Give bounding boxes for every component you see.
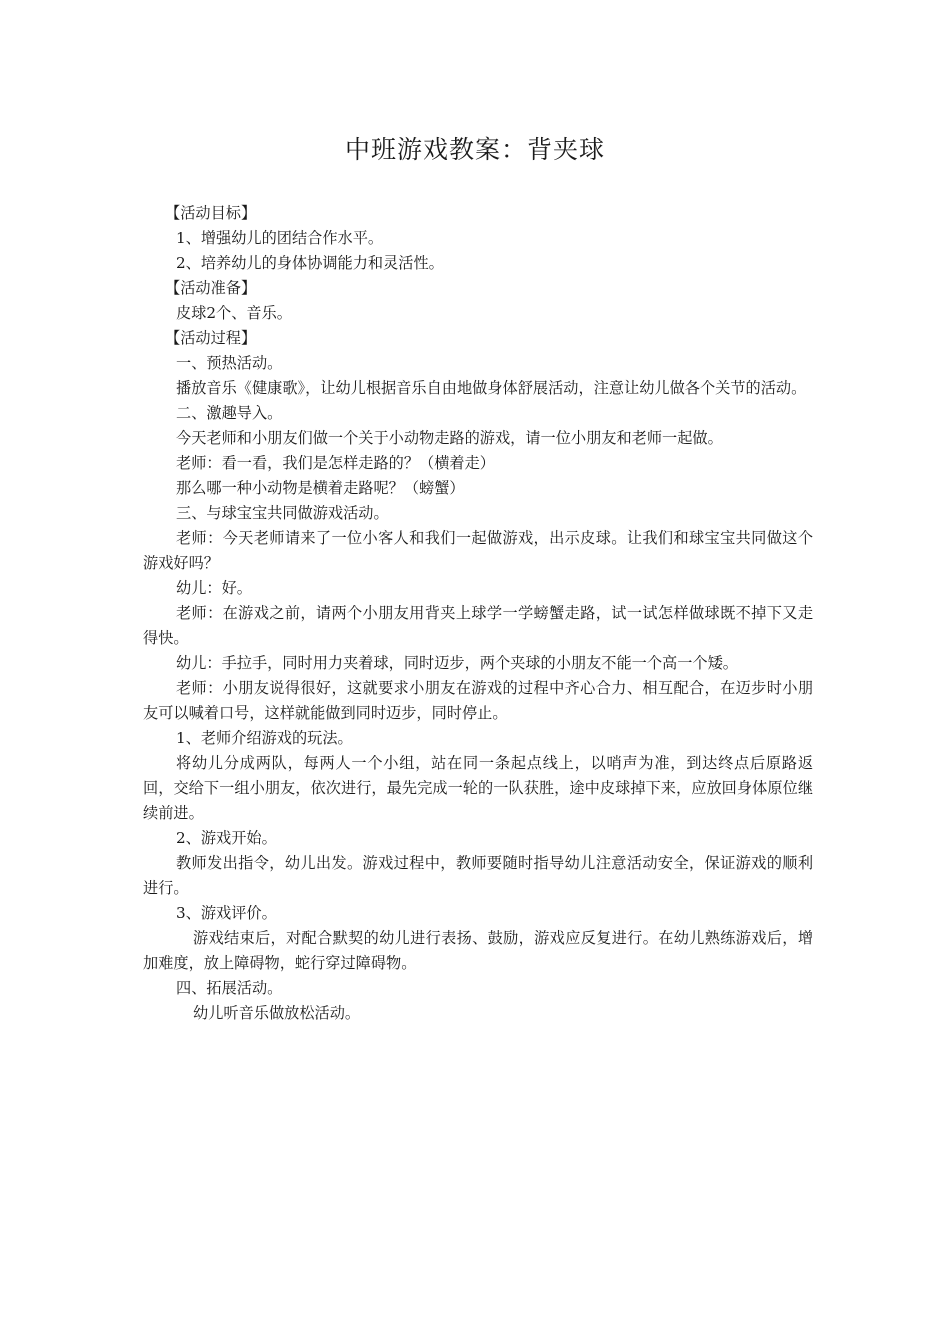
goal-item-1: 1、增强幼儿的团结合作水平。 [176, 229, 384, 247]
dialogue-line: 幼儿：好。 [176, 579, 252, 597]
paragraph: 今天老师和小朋友们做一个关于小动物走路的游戏，请一位小朋友和老师一起做。 [176, 429, 723, 447]
paragraph: 将幼儿分成两队，每两人一个小组，站在同一条起点线上，以哨声为准，到达终点后原路返回，交给下一组小朋友，依次进行，最先完成一轮的一队获胜，途中皮球掉下来，应放回身体原位继续前进。 [143, 754, 813, 822]
dialogue-line: 老师：小朋友说得很好，这就要求小朋友在游戏的过程中齐心合力、相互配合，在迈步时小朋友可以喊着口号，这样就能做到同时迈步，同时停止。 [143, 679, 813, 722]
step-heading-extension: 四、拓展活动。 [176, 979, 283, 997]
dialogue-line: 幼儿：手拉手，同时用力夹着球，同时迈步，两个夹球的小朋友不能一个高一个矮。 [176, 654, 738, 672]
paragraph: 幼儿听音乐做放松活动。 [193, 1004, 361, 1022]
section-heading-goals: 【活动目标】 [165, 204, 257, 222]
preparation-text: 皮球2个、音乐。 [176, 304, 292, 322]
paragraph: 播放音乐《健康歌》，让幼儿根据音乐自由地做身体舒展活动，注意让幼儿做各个关节的活动。 [176, 379, 807, 397]
dialogue-line: 老师：看一看，我们是怎样走路的？（横着走） [176, 454, 495, 472]
dialogue-line: 老师：在游戏之前，请两个小朋友用背夹上球学一学螃蟹走路，试一试怎样做球既不掉下又走得快。 [143, 604, 813, 647]
document-title: 中班游戏教案：背夹球 [344, 135, 605, 164]
dialogue-line: 那么哪一种小动物是横着走路呢？（螃蟹） [176, 479, 465, 497]
step-heading-ball-game: 三、与球宝宝共同做游戏活动。 [176, 504, 389, 522]
dialogue-line: 老师：今天老师请来了一位小客人和我们一起做游戏，出示皮球。让我们和球宝宝共同做这个游戏好吗？ [143, 529, 813, 572]
section-heading-preparation: 【活动准备】 [165, 279, 257, 297]
step-heading-intro: 二、激趣导入。 [176, 404, 283, 422]
goal-item-2: 2、培养幼儿的身体协调能力和灵活性。 [176, 254, 444, 272]
substep-heading-evaluation: 3、游戏评价。 [176, 904, 277, 922]
step-heading-warmup: 一、预热活动。 [176, 354, 283, 372]
substep-heading-start: 2、游戏开始。 [176, 829, 277, 847]
paragraph: 教师发出指令，幼儿出发。游戏过程中，教师要随时指导幼儿注意活动安全，保证游戏的顺利进行。 [143, 854, 813, 897]
substep-heading-rules: 1、老师介绍游戏的玩法。 [176, 729, 353, 747]
paragraph: 游戏结束后，对配合默契的幼儿进行表扬、鼓励，游戏应反复进行。在幼儿熟练游戏后，增加难度，放上障碍物，蛇行穿过障碍物。 [143, 929, 813, 972]
section-heading-process: 【活动过程】 [165, 329, 257, 347]
document-body [143, 201, 813, 1026]
